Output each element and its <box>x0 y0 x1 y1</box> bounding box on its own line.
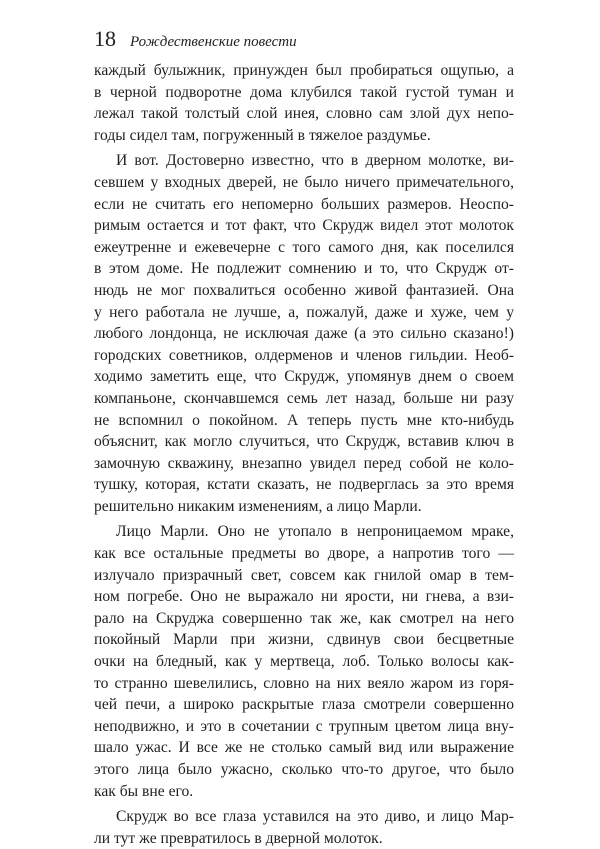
text-line: излучало призрачный свет, совсем как гнилой омар в тем- <box>94 566 514 584</box>
text-line: ном погребе. Оно не выражало ни ярости, ни гнева, а взи- <box>94 588 514 606</box>
text-line: то странно шевелились, словно на них веяло жаром из горя- <box>94 674 514 692</box>
text-line: в черной подворотне дома клубился такой густой туман и <box>94 83 514 101</box>
text-line: ежеутренне и ежевечерне с того самого дня, как поселился <box>94 238 514 256</box>
text-line: чей печи, а широко раскрытые глаза смотрели совершенно <box>94 696 514 714</box>
text-line: у него работала не лучше, а, пожалуй, даже и хуже, чем у <box>94 303 514 321</box>
text-line: Скрудж во все глаза уставился на это диво, и лицо Мар- <box>116 808 514 826</box>
running-header <box>94 26 297 52</box>
text-line: замочную скважину, внезапно увидел перед собой не коло- <box>94 454 514 472</box>
text-line: этого лица было ужасно, сколько что-то другое, что было <box>94 761 514 778</box>
paragraph <box>94 521 514 802</box>
text-line: ли тут же превратилось в дверной молоток. <box>94 829 383 847</box>
text-line: И вот. Достоверно известно, что в дверном молотке, ви- <box>116 152 514 170</box>
text-line: решительно никаким изменениям, а лицо Марли. <box>94 497 422 515</box>
text-line: ходимо заметить еще, что Скрудж, упомянув днем о своем <box>94 368 514 386</box>
text-line: любого лондонца, не исключая даже (а это сильно сказано!) <box>94 325 514 343</box>
paragraph <box>94 60 514 146</box>
text-line: лежал такой толстый слой инея, словно сам злой дух непо- <box>94 105 514 123</box>
text-line: объяснит, как могло случиться, что Скрудж, вставив ключ в <box>94 433 514 451</box>
text-line: каждый булыжник, принужден был пробираться ощупью, а <box>94 62 514 79</box>
text-line: не вспомнил о покойном. А теперь пусть мне кто-нибудь <box>94 411 514 429</box>
text-line: рало на Скруджа совершенно так же, как смотрел на него <box>94 609 514 627</box>
text-line: городских советников, олдерменов и членов гильдии. Необ- <box>94 346 514 364</box>
text-line: тушку, которая, кстати сказать, не подверглась за это время <box>94 476 514 494</box>
body-text <box>94 60 514 849</box>
page-number: 18 <box>94 26 116 51</box>
text-line: как все остальные предметы во дворе, а напротив того — <box>94 545 514 563</box>
text-line: очки на бледный, как у мертвеца, лоб. Только волосы как- <box>94 653 514 671</box>
text-line: как бы вне его. <box>94 782 194 800</box>
text-line: годы сидел там, погруженный в тяжелое раздумье. <box>94 126 431 144</box>
text-line: компаньоне, скончавшемся семь лет назад, больше ни разу <box>94 389 514 407</box>
paragraph <box>94 806 514 849</box>
text-line: неподвижно, и это в сочетании с трупным цветом лица вну- <box>94 717 514 735</box>
text-line: покойный Марли при жизни, сдвинув свои бесцветные <box>94 631 514 649</box>
text-line: севшем у входных дверей, не было ничего примечательного, <box>94 173 514 191</box>
text-line: если не считать его непомерно больших размеров. Неоспо- <box>94 195 514 213</box>
text-line: римым остается и тот факт, что Скрудж видел этот молоток <box>94 217 514 235</box>
text-line: шало ужас. И все же не столько самый вид или выражение <box>94 739 514 757</box>
book-title: Рождественские повести <box>130 34 297 50</box>
text-line: Лицо Марли. Оно не утопало в непроницаемом мраке, <box>116 523 514 541</box>
paragraph <box>94 150 514 517</box>
text-line: нюдь не мог похвалиться особенно живой фантазией. Она <box>94 281 514 299</box>
text-line: в этом доме. Не подлежит сомнению и то, что Скрудж от- <box>94 260 514 278</box>
